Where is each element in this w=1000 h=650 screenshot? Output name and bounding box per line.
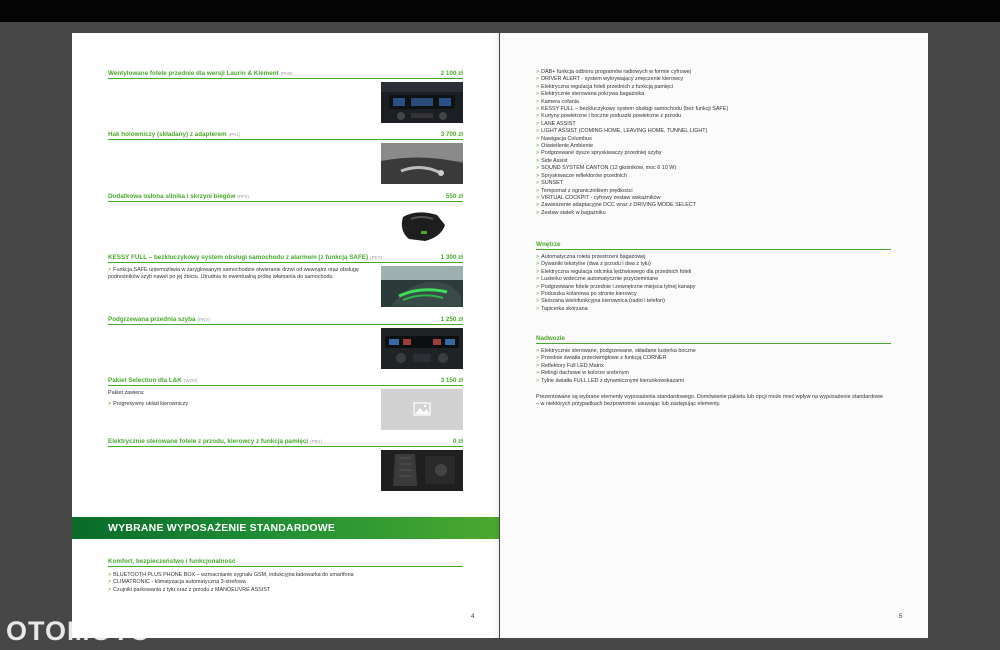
section-title-exterior: Nadwozie — [536, 335, 891, 344]
list-item: > Funkcja SAFE uniemożliwia w zaryglowanym samochodzie otwieranie drzwi od wewnątrz oraz obsługę podnośników szyb nawet po jej zbiciu. Utrudnia to ewentualną próbę włamania do samochodu. — [108, 267, 359, 281]
option-header — [108, 438, 463, 447]
dashboard-photo — [381, 82, 463, 123]
standard-equipment-list — [536, 69, 906, 217]
list-item: > Podgrzewane dysze spryskiwaczy przedniej szyby — [536, 150, 662, 157]
section-title-comfort: Komfort, bezpieczeństwo i funkcjonalność — [108, 558, 463, 567]
bullet-arrow-icon: > — [536, 91, 540, 98]
option-price: 550 zł — [445, 193, 463, 200]
list-item: > Progresywny układ kierowniczy — [108, 401, 189, 407]
bullet-arrow-icon: > — [536, 143, 540, 150]
bullet-arrow-icon: > — [536, 276, 540, 283]
bullet-arrow-icon: > — [536, 120, 540, 127]
list-item: > LIGHT ASSIST (COMING HOME, LEAVING HOME, TUNNEL LIGHT) — [536, 128, 708, 135]
bullet-arrow-icon: > — [108, 401, 112, 407]
option-engine-cover — [108, 193, 463, 202]
bullet-arrow-icon: > — [536, 128, 540, 135]
list-item: > Tapicerka skórzana — [536, 305, 588, 312]
list-item: > SUNSET — [536, 180, 564, 187]
bullet-arrow-icon: > — [536, 135, 540, 142]
bullet-arrow-icon: > — [536, 283, 540, 290]
list-item: > LANE ASSIST — [536, 120, 576, 127]
bullet-arrow-icon: > — [536, 370, 540, 377]
bullet-arrow-icon: > — [536, 83, 540, 90]
list-item: > CLIMATRONIC - klimatyzacja automatyczna 3-strefowa — [108, 579, 246, 586]
bullet-arrow-icon: > — [536, 261, 540, 268]
bullet-arrow-icon: > — [536, 209, 540, 216]
heated-windshield-photo — [381, 328, 463, 369]
option-tow-hook — [108, 131, 463, 140]
list-item: > Kurtyny powietrzne i boczne poduszki powietrzne z przodu — [536, 113, 682, 120]
option-code: (PKV) — [197, 317, 210, 322]
option-code: (PK1) — [228, 132, 241, 137]
bullet-arrow-icon: > — [536, 165, 540, 172]
option-selection-package — [108, 377, 463, 407]
option-header — [108, 254, 463, 263]
bullet-arrow-icon: > — [536, 377, 540, 384]
list-item: > Oświetlenie Ambiente — [536, 143, 593, 150]
list-item: > Tylne światła FULL LED z dynamicznymi kierunkowskazami — [536, 377, 684, 384]
list-item: > DRIVER ALERT - system wykrywający zmęczenie kierowcy — [536, 76, 684, 83]
option-title: Podgrzewana przednia szyba (PKV) — [108, 316, 210, 323]
option-price: 2 100 zł — [440, 70, 463, 77]
list-item: > Reflektory Full LED Matrix — [536, 362, 604, 369]
banner-title: WYBRANE WYPOSAŻENIE STANDARDOWE — [108, 522, 336, 534]
interior-list — [536, 254, 906, 313]
watermark-logo: OTOMOTO — [6, 616, 152, 646]
list-item: > Relingi dachowe w kolorze srebrnym — [536, 370, 629, 377]
bullet-arrow-icon: > — [536, 202, 540, 209]
option-code: (PH8) — [280, 71, 293, 76]
bullet-arrow-icon: > — [536, 291, 540, 298]
list-item: > Podgrzewane fotele przednie i zewnętrzne miejsca tylnej kanapy — [536, 283, 696, 290]
option-header — [108, 193, 463, 202]
bullet-arrow-icon: > — [536, 180, 540, 187]
option-title: Pakiet Selection dla L&K (WG0) — [108, 377, 198, 384]
list-item: > Skórzana wielofunkcyjna kierownica (radio i telefon) — [536, 298, 665, 305]
bullet-arrow-icon: > — [536, 98, 540, 105]
bullet-arrow-icon: > — [108, 579, 112, 586]
catalog-page-right — [500, 33, 928, 638]
section-title-interior: Wnętrze — [536, 241, 891, 250]
list-item: > Elektrycznie sterowana pokrywa bagażnika — [536, 91, 645, 98]
list-item: > Elektryczna regulacja odcinka lędźwiowego dla przednich foteli — [536, 268, 692, 275]
comfort-list — [108, 572, 468, 594]
exterior-list — [536, 348, 906, 385]
option-header — [108, 70, 463, 79]
list-item: > Dywaniki tekstylne (dwa z przodu i dwa z tyłu) — [536, 261, 651, 268]
bullet-arrow-icon: > — [108, 572, 112, 578]
list-item: > Elektrycznie sterowane, podgrzewane, składane lusterka boczne — [536, 348, 696, 354]
list-item: > KESSY FULL – bezkluczykowy system obsługi samochodu (bez funkcji SAFE) — [536, 106, 729, 113]
keyless-photo — [381, 266, 463, 307]
bullet-arrow-icon: > — [536, 298, 540, 305]
option-title: Wentylowane fotele przednie dla wersji Laurin & Klement (PH8) — [108, 70, 293, 77]
option-kessy-full — [108, 254, 463, 281]
page-number: 5 — [899, 614, 903, 620]
tow-hook-photo — [381, 143, 463, 184]
list-item: > Kamera cofania — [536, 98, 579, 105]
list-item: > Tempomat z ogranicznikiem prędkości — [536, 187, 633, 194]
option-electric-seats — [108, 438, 463, 447]
list-item: > SOUND SYSTEM CANTON (12 głośników, moc 6 10 W) — [536, 165, 677, 172]
equipment-note: Prezentowane są wybrane elementy wyposażenia standardowego. Domówienie pakietu lub opcji może mieć wpływ na wyposażenie standardowe – w niektórych przypadkach bezpowrotnie usuwając lub zastępując elementy. — [536, 394, 883, 408]
option-price: 3 700 zł — [440, 131, 463, 138]
page-number: 4 — [471, 614, 475, 620]
option-code: (PF0) — [237, 194, 249, 199]
bullet-arrow-icon: > — [536, 157, 540, 164]
list-item: > DAB+ funkcja odbioru programów radiowych w formie cyfrowej — [536, 69, 691, 75]
bullet-arrow-icon: > — [536, 69, 540, 75]
bullet-arrow-icon: > — [536, 268, 540, 275]
list-item: > Przednie światła przeciwmgłowe z funkcją CORNER — [536, 355, 667, 362]
top-bar — [0, 0, 1000, 22]
bullet-arrow-icon: > — [536, 187, 540, 194]
bullet-arrow-icon: > — [536, 355, 540, 362]
bullet-arrow-icon: > — [536, 348, 540, 354]
option-header — [108, 316, 463, 325]
bullet-arrow-icon: > — [536, 254, 540, 260]
bullet-arrow-icon: > — [536, 194, 540, 201]
option-price: 1 300 zł — [440, 254, 463, 261]
list-item: > VIRTUAL COCKPIT - cyfrowy zestaw wskaźników — [536, 194, 661, 201]
list-item: > BLUETOOTH PLUS PHONE BOX – wzmacnianie sygnału GSM, indukcyjna ładowarka do smartfona — [108, 572, 354, 578]
option-code: (WG0) — [183, 378, 198, 383]
list-item: > Nawigacja Columbus — [536, 135, 592, 142]
option-title: Hak holowniczy (składany) z adapterem (PK1) — [108, 131, 241, 138]
list-item: > Elektryczna regulacja foteli przednich z funkcją pamięci — [536, 83, 673, 90]
list-item: > Spryskiwacze reflektorów przednich — [536, 172, 627, 179]
list-item: > Poduszka kolanowa po stronie kierowcy — [536, 291, 637, 298]
image-placeholder — [381, 389, 463, 430]
option-header — [108, 131, 463, 140]
list-item: > Lusterko wsteczne automatycznie przyciemniane — [536, 276, 659, 283]
bullet-arrow-icon: > — [536, 305, 540, 312]
bullet-arrow-icon: > — [536, 106, 540, 113]
option-code: (PK7) — [370, 255, 382, 260]
seat-photo — [381, 450, 463, 491]
catalog-page-left — [72, 33, 499, 638]
option-heated-windshield — [108, 316, 463, 325]
option-title: Elektrycznie sterowane fotele z przodu, kierowcy z funkcją pamięci (PB1) — [108, 438, 322, 445]
option-header — [108, 377, 463, 386]
bullet-arrow-icon: > — [536, 113, 540, 120]
option-price: 3 150 zł — [440, 377, 463, 384]
option-ventilated-seats — [108, 70, 463, 79]
bullet-arrow-icon: > — [108, 586, 112, 593]
bullet-arrow-icon: > — [536, 362, 540, 369]
bullet-arrow-icon: > — [536, 76, 540, 83]
option-title: KESSY FULL – bezkluczykowy system obsługi samochodu z alarmem (z funkcją SAFE) (PK7) — [108, 254, 382, 261]
bullet-arrow-icon: > — [108, 267, 112, 273]
list-item: > Side Assist — [536, 157, 568, 164]
option-title: Dodatkowa osłona silnika i skrzyni biegów (PF0) — [108, 193, 249, 200]
bullet-arrow-icon: > — [536, 150, 540, 157]
engine-cover-photo — [381, 205, 463, 246]
list-item: > Czujniki parkowania z tyłu oraz z przodu z MANOEUVRE ASSIST — [108, 586, 271, 593]
bullet-arrow-icon: > — [536, 172, 540, 179]
list-item: > Zestaw siatek w bagażniku — [536, 209, 606, 216]
list-item: > Automatyczna roleta przestrzeni bagażowej — [536, 254, 646, 260]
option-price: 0 zł — [452, 438, 463, 445]
option-price: 1 250 zł — [440, 316, 463, 323]
list-item: > Zawieszenie adaptacyjne DCC wraz z DRIVING MODE SELECT — [536, 202, 697, 209]
option-code: (PB1) — [310, 439, 322, 444]
standard-equipment-banner — [72, 517, 499, 539]
package-intro: Pakiet zawiera: — [108, 390, 145, 396]
